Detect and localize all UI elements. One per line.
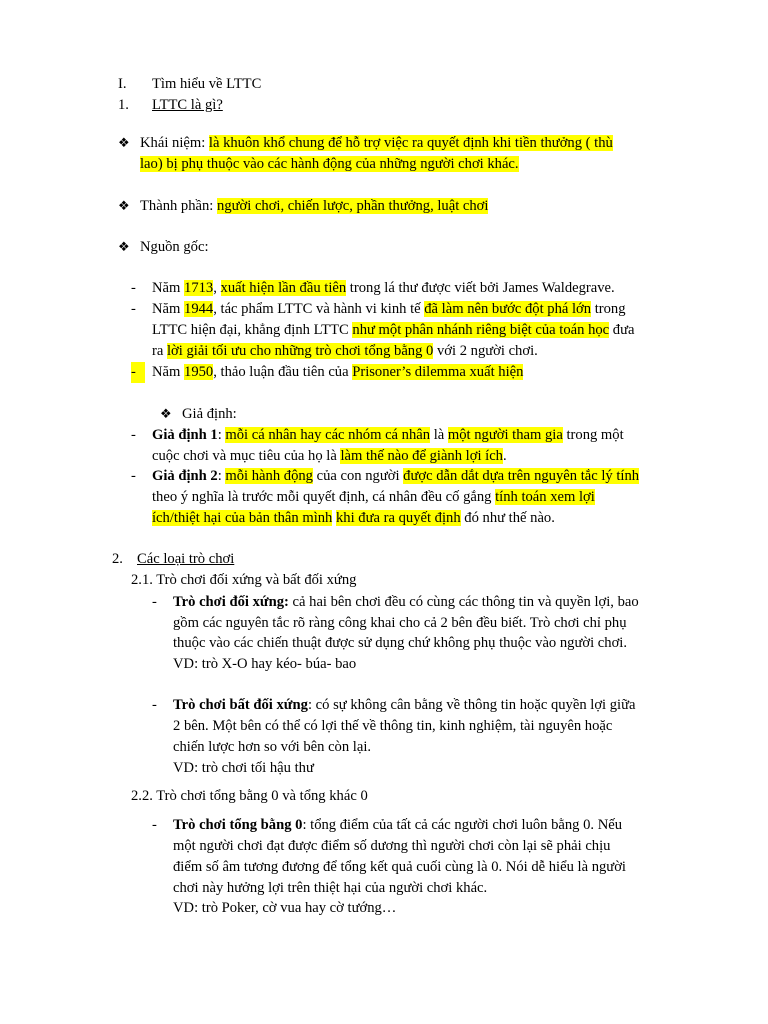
dash-bullet: - [131,280,136,296]
assumption-2-line-1 [152,466,639,487]
assumption-2-line-2 [152,487,595,508]
assumption-highlight: mỗi cá nhân hay các nhóm cá nhân [225,427,431,443]
asymmetric-line-3: chiến lược hơn so với bên còn lại. [173,739,372,755]
history-text: , tác phẩm LTTC và hành vi kinh tế [213,301,425,317]
asymmetric-example: VD: trò chơi tối hậu thư [173,760,314,776]
origin-label: Nguồn gốc: [140,239,209,255]
assumption-1-label: Giả định 1 [152,427,218,443]
assumption-highlight: làm thế nào để giành lợi ích [340,448,503,464]
history-highlight: xuất hiện lần đầu tiên [220,280,347,296]
history-text: , thảo luận đầu tiên của [213,364,353,380]
history-text: đưa [609,322,635,338]
assumptions-label: Giả định: [182,406,237,422]
numbered-marker: 2. [112,551,123,567]
assumption-text: là [430,427,448,443]
numbered-marker: 1. [118,97,129,113]
assumption-text: theo ý nghĩa là trước mỗi quyết định, cá nhân đều cố gắng [152,489,496,505]
definition-text-cont: lao) bị phụ thuộc vào các hành động của những người chơi khác. [140,156,519,172]
assumption-highlight: tính toán xem lợi [495,489,595,505]
year-highlight: 1950 [184,364,214,380]
zero-sum-line-4: chơi này hưởng lợi trên thiệt hại của người chơi khác. [173,880,488,896]
history-highlight: lời giải tối ưu cho những trò chơi tổng bằng 0 [167,343,434,359]
symmetric-label: Trò chơi đối xứng: [173,594,289,610]
asymmetric-line-2: 2 bên. Một bên có thể có lợi thế về thông tin, kinh nghiệm, tài nguyên hoặc [173,718,613,734]
assumption-1-line-1 [152,425,624,446]
diamond-bullet-icon: ❖ [160,407,172,422]
definition-text: là khuôn khổ chung để hỗ trợ việc ra quyết định khi tiền thưởng ( thù [208,135,613,151]
diamond-bullet-icon: ❖ [118,136,130,151]
history-text: Năm [152,280,185,296]
assumption-highlight: được dẫn dắt dựa trên nguyên tắc lý tính [403,468,640,484]
history-highlight: đã làm nên bước đột phá lớn [424,301,592,317]
components-label: Thành phần: [140,198,218,214]
symmetric-line-2: gồm các nguyên tắc rõ ràng công khai cho cả 2 bên đều biết. Trò chơi chỉ phụ [173,615,627,631]
symmetric-line-3: thuộc vào các chiến thuật được sử dụng chứ không phụ thuộc vào người chơi. [173,635,627,651]
symmetric-text: cả hai bên chơi đều có cùng các thông tin và quyền lợi, bao [288,594,639,610]
symmetric-line-1 [173,592,639,613]
dash-bullet: - [131,427,136,443]
zero-sum-line-1 [173,815,622,836]
assumption-highlight: ích/thiệt hại của bản thân mình [152,510,333,526]
zero-sum-label: Trò chơi tổng bằng 0 [173,817,303,833]
assumption-text: cuộc chơi và mục tiêu của họ là [152,448,341,464]
roman-numeral-marker: I. [118,76,127,92]
dash-bullet: - [131,468,136,484]
assumption-text: đó như thế nào. [460,510,555,526]
zero-sum-text: : tổng điểm của tất cả các người chơi luôn bằng 0. Nếu [302,817,623,833]
history-item-1944-line-2 [152,320,634,341]
asymmetric-label: Trò chơi bất đối xứng [173,697,308,713]
diamond-bullet-icon: ❖ [118,240,130,255]
history-text: trong [591,301,626,317]
year-highlight: 1713 [184,280,214,296]
history-text: Năm [152,364,185,380]
history-text: với 2 người chơi. [433,343,538,359]
asymmetric-text: : có sự không cân bằng về thông tin hoặc quyền lợi giữa [307,697,636,713]
history-text: Năm [152,301,185,317]
sub-heading-2-2: 2.2. Trò chơi tổng bằng 0 và tổng khác 0 [131,788,368,804]
asymmetric-line-1 [173,695,635,716]
history-text: trong lá thư được viết bởi James Waldegrave. [346,280,615,296]
zero-sum-line-3: điểm số âm tương đương để tổng kết quả cuối cùng là 0. Nói dễ hiểu là người [173,859,626,875]
diamond-bullet-icon: ❖ [118,199,130,214]
components-line [140,196,488,217]
assumption-highlight: khi đưa ra quyết định [336,510,461,526]
assumption-text: trong một [562,427,624,443]
dash-bullet: - [152,697,157,713]
assumption-text: : [217,468,226,484]
dash-bullet-highlighted: - [131,362,145,383]
dash-bullet: - [152,817,157,833]
history-item-1944-line-3 [152,341,538,362]
year-highlight: 1944 [184,301,214,317]
history-text: LTTC hiện đại, khẳng định LTTC [152,322,353,338]
assumption-1-line-2 [152,446,507,467]
assumption-text: : [217,427,226,443]
history-highlight: như một phân nhánh riêng biệt của toán học [352,322,610,338]
subsection-title: LTTC là gì? [152,97,223,113]
history-text: ra [152,343,167,359]
history-item-1713 [152,278,615,299]
sub-heading-2-1: 2.1. Trò chơi đối xứng và bất đối xứng [131,572,357,588]
zero-sum-example: VD: trò Poker, cờ vua hay cờ tướng… [173,900,397,916]
assumption-2-label: Giả định 2 [152,468,218,484]
history-item-1950 [152,362,523,383]
assumption-highlight: mỗi hành động [225,468,313,484]
definition-line-2 [140,154,519,175]
dash-bullet: - [131,301,136,317]
assumption-highlight: một người tham gia [447,427,563,443]
history-highlight: Prisoner’s dilemma xuất hiện [352,364,524,380]
history-text: , [213,280,221,296]
symmetric-example: VD: trò X-O hay kéo- búa- bao [173,656,357,672]
dash-bullet: - [152,594,157,610]
section-title: Tìm hiểu về LTTC [152,76,262,92]
definition-line-1 [140,133,613,154]
assumption-text: . [502,448,507,464]
assumption-text: của con người [312,468,404,484]
history-item-1944-line-1 [152,299,626,320]
subsection-title: Các loại trò chơi [137,551,235,567]
zero-sum-line-2: một người chơi đạt được điểm số dương thì người chơi còn lại sẽ phải chịu [173,838,611,854]
components-text: người chơi, chiến lược, phần thưởng, luật chơi [217,198,489,214]
definition-label: Khái niệm: [140,135,209,151]
assumption-2-line-3 [152,508,555,529]
